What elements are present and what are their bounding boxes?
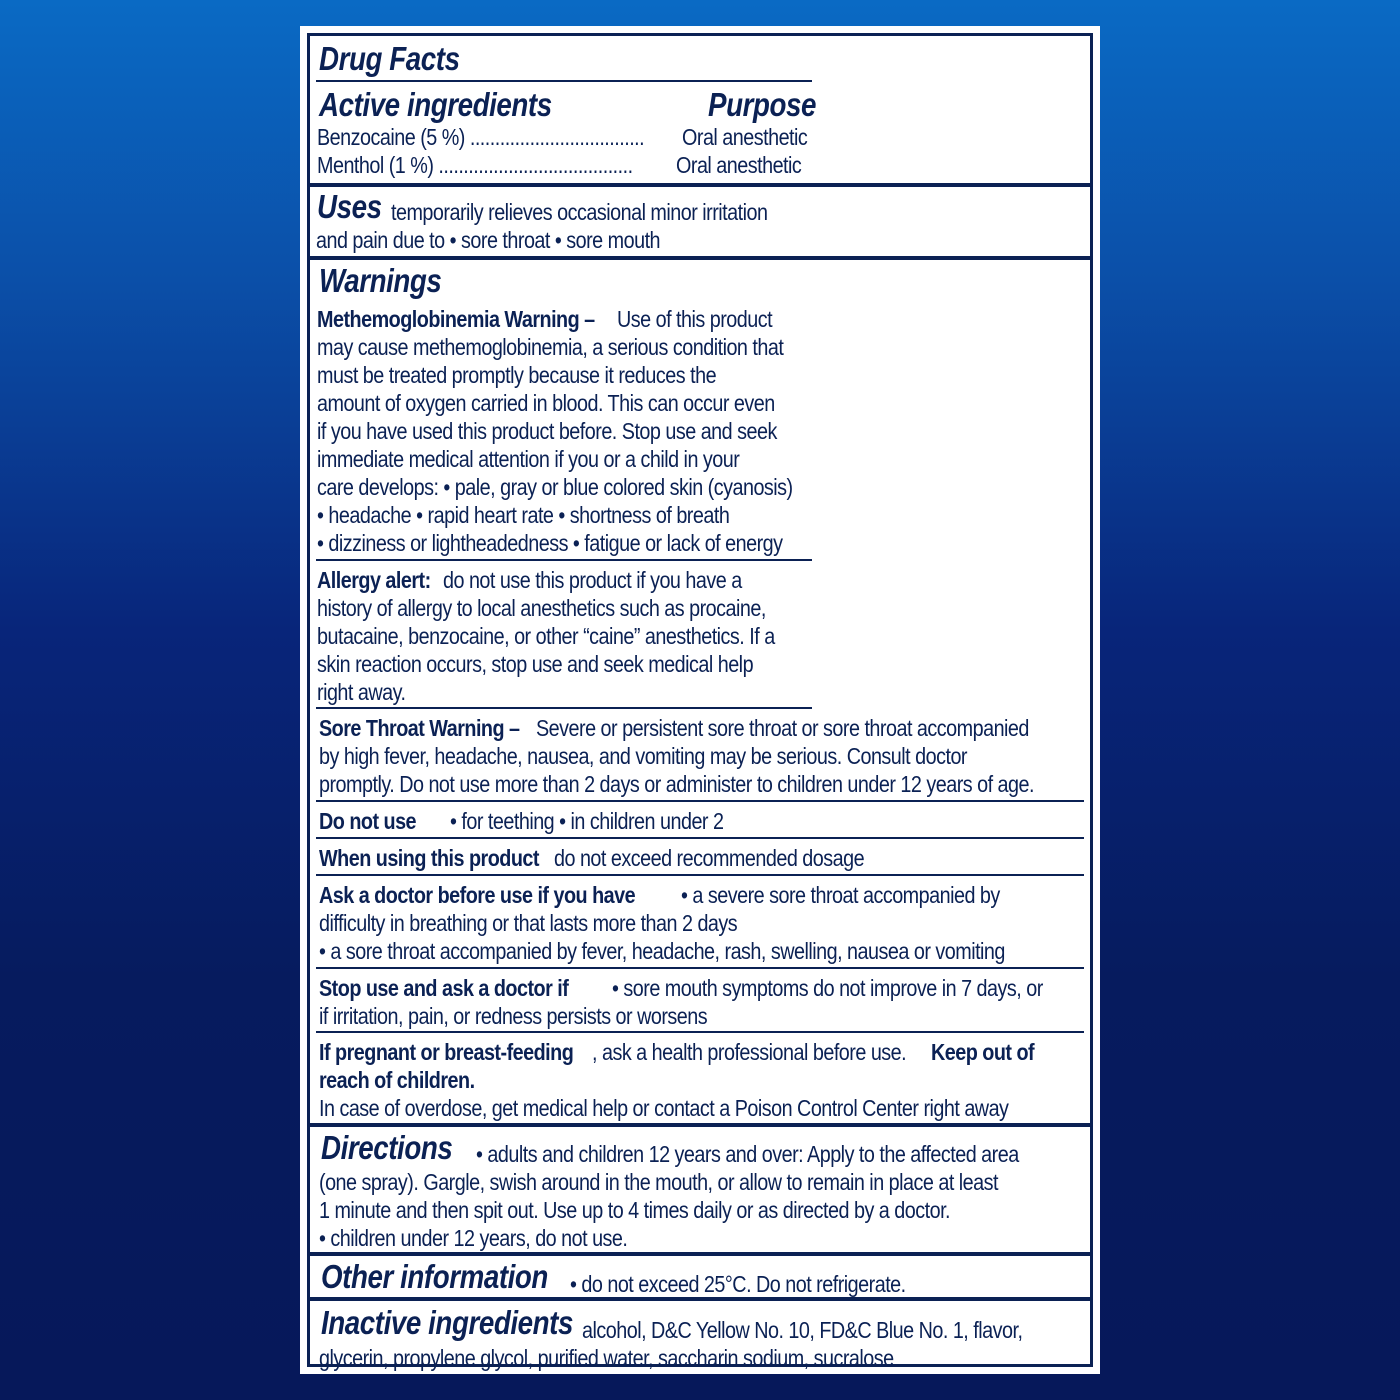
drug-facts-panel	[300, 26, 1100, 1374]
do-not-use-label: Do not use	[319, 808, 417, 834]
methemoglobinemia-text: Use of this product	[617, 306, 773, 332]
section-divider	[310, 1252, 1090, 1256]
when-using-text: do not exceed recommended dosage	[554, 845, 865, 871]
sore-throat-warning-text: promptly. Do not use more than 2 days or administer to children under 12 years of age.	[319, 771, 1034, 797]
methemoglobinemia-text: • dizziness or lightheadedness • fatigue or lack of energy	[317, 530, 783, 556]
directions-text: • adults and children 12 years and over: Apply to the affected area	[476, 1141, 1019, 1167]
methemoglobinemia-text: must be treated promptly because it reduces the	[317, 362, 717, 388]
inactive-ingredients-text: alcohol, D&C Yellow No. 10, FD&C Blue No. 1, flavor,	[582, 1317, 1023, 1343]
inactive-ingredients-heading: Inactive ingredients	[321, 1304, 573, 1341]
section-divider	[310, 1123, 1090, 1127]
other-information-text: • do not exceed 25°C. Do not refrigerate.	[570, 1271, 906, 1297]
directions-text: (one spray). Gargle, swish around in the mouth, or allow to remain in place at least	[319, 1169, 998, 1195]
methemoglobinemia-text: immediate medical attention if you or a child in your	[317, 446, 740, 472]
stop-use-text: • sore mouth symptoms do not improve in 7 days, or	[612, 975, 1043, 1001]
active-ingredients-heading: Active ingredients	[319, 86, 552, 123]
section-divider	[310, 1297, 1090, 1301]
title-rule	[316, 80, 812, 82]
when-using-label: When using this product	[319, 845, 539, 871]
directions-text: 1 minute and then spit out. Use up to 4 times daily or as directed by a doctor.	[319, 1197, 951, 1223]
sore-throat-warning-label: Sore Throat Warning –	[319, 715, 520, 741]
active-ingredient-purpose: Oral anesthetic	[682, 124, 808, 150]
allergy-alert-label: Allergy alert:	[317, 567, 431, 593]
inactive-ingredients-text: glycerin, propylene glycol, purified water, saccharin sodium, sucralose	[319, 1345, 894, 1371]
allergy-alert-text: do not use this product if you have a	[443, 567, 742, 593]
keep-out-of-reach-label: reach of children.	[319, 1067, 475, 1093]
methemoglobinemia-text: amount of oxygen carried in blood. This can occur even	[317, 390, 775, 416]
overdose-text: In case of overdose, get medical help or contact a Poison Control Center right away	[319, 1095, 1009, 1121]
ask-doctor-text: • a sore throat accompanied by fever, headache, rash, swelling, nausea or vomiting	[319, 938, 1005, 964]
drug-facts-frame	[307, 33, 1093, 1371]
keep-out-of-reach-label: Keep out of	[931, 1039, 1035, 1065]
warning-divider	[316, 874, 1084, 876]
drug-facts-title: Drug Facts	[319, 40, 460, 77]
ask-doctor-label: Ask a doctor before use if you have	[319, 882, 636, 908]
directions-text: • children under 12 years, do not use.	[319, 1225, 628, 1251]
directions-heading: Directions	[321, 1129, 453, 1166]
methemoglobinemia-text: care develops: • pale, gray or blue colored skin (cyanosis)	[317, 474, 793, 500]
active-ingredient-purpose: Oral anesthetic	[676, 152, 802, 178]
other-information-heading: Other information	[321, 1258, 548, 1295]
warning-divider	[316, 837, 1084, 839]
stop-use-label: Stop use and ask a doctor if	[319, 975, 569, 1001]
warning-divider	[316, 967, 1084, 969]
purpose-heading: Purpose	[708, 86, 816, 123]
allergy-alert-text: history of allergy to local anesthetics such as procaine,	[317, 595, 766, 621]
allergy-alert-text: skin reaction occurs, stop use and seek medical help	[317, 651, 754, 677]
sore-throat-warning-text: by high fever, headache, nausea, and vomiting may be serious. Consult doctor	[319, 743, 968, 769]
stop-use-text: if irritation, pain, or redness persists or worsens	[319, 1003, 708, 1029]
sore-throat-warning-text: Severe or persistent sore throat or sore throat accompanied	[536, 715, 1029, 741]
do-not-use-text: • for teething • in children under 2	[450, 808, 724, 834]
methemoglobinemia-label: Methemoglobinemia Warning –	[317, 306, 595, 332]
warning-divider	[316, 559, 812, 561]
warning-divider	[316, 707, 812, 709]
active-ingredient-name: Menthol (1 %) .......................................	[317, 152, 633, 178]
methemoglobinemia-text: may cause methemoglobinemia, a serious condition that	[317, 334, 784, 360]
pregnant-label: If pregnant or breast-feeding	[319, 1039, 574, 1065]
uses-text: and pain due to • sore throat • sore mouth	[316, 227, 661, 253]
allergy-alert-text: butacaine, benzocaine, or other “caine” anesthetics. If a	[317, 623, 775, 649]
pregnant-text: , ask a health professional before use.	[592, 1039, 907, 1065]
active-ingredient-name: Benzocaine (5 %) ...................................	[317, 124, 645, 150]
uses-heading: Uses	[317, 188, 382, 225]
ask-doctor-text: • a severe sore throat accompanied by	[681, 882, 1000, 908]
section-divider	[310, 183, 1090, 187]
warning-divider	[316, 1031, 1084, 1033]
warnings-heading: Warnings	[319, 262, 442, 299]
methemoglobinemia-text: if you have used this product before. Stop use and seek	[317, 418, 777, 444]
section-divider	[310, 256, 1090, 260]
warning-divider	[316, 800, 1084, 802]
uses-text: temporarily relieves occasional minor irritation	[391, 199, 768, 225]
methemoglobinemia-text: • headache • rapid heart rate • shortness of breath	[317, 502, 730, 528]
ask-doctor-text: difficulty in breathing or that lasts more than 2 days	[319, 910, 738, 936]
allergy-alert-text: right away.	[317, 679, 406, 705]
